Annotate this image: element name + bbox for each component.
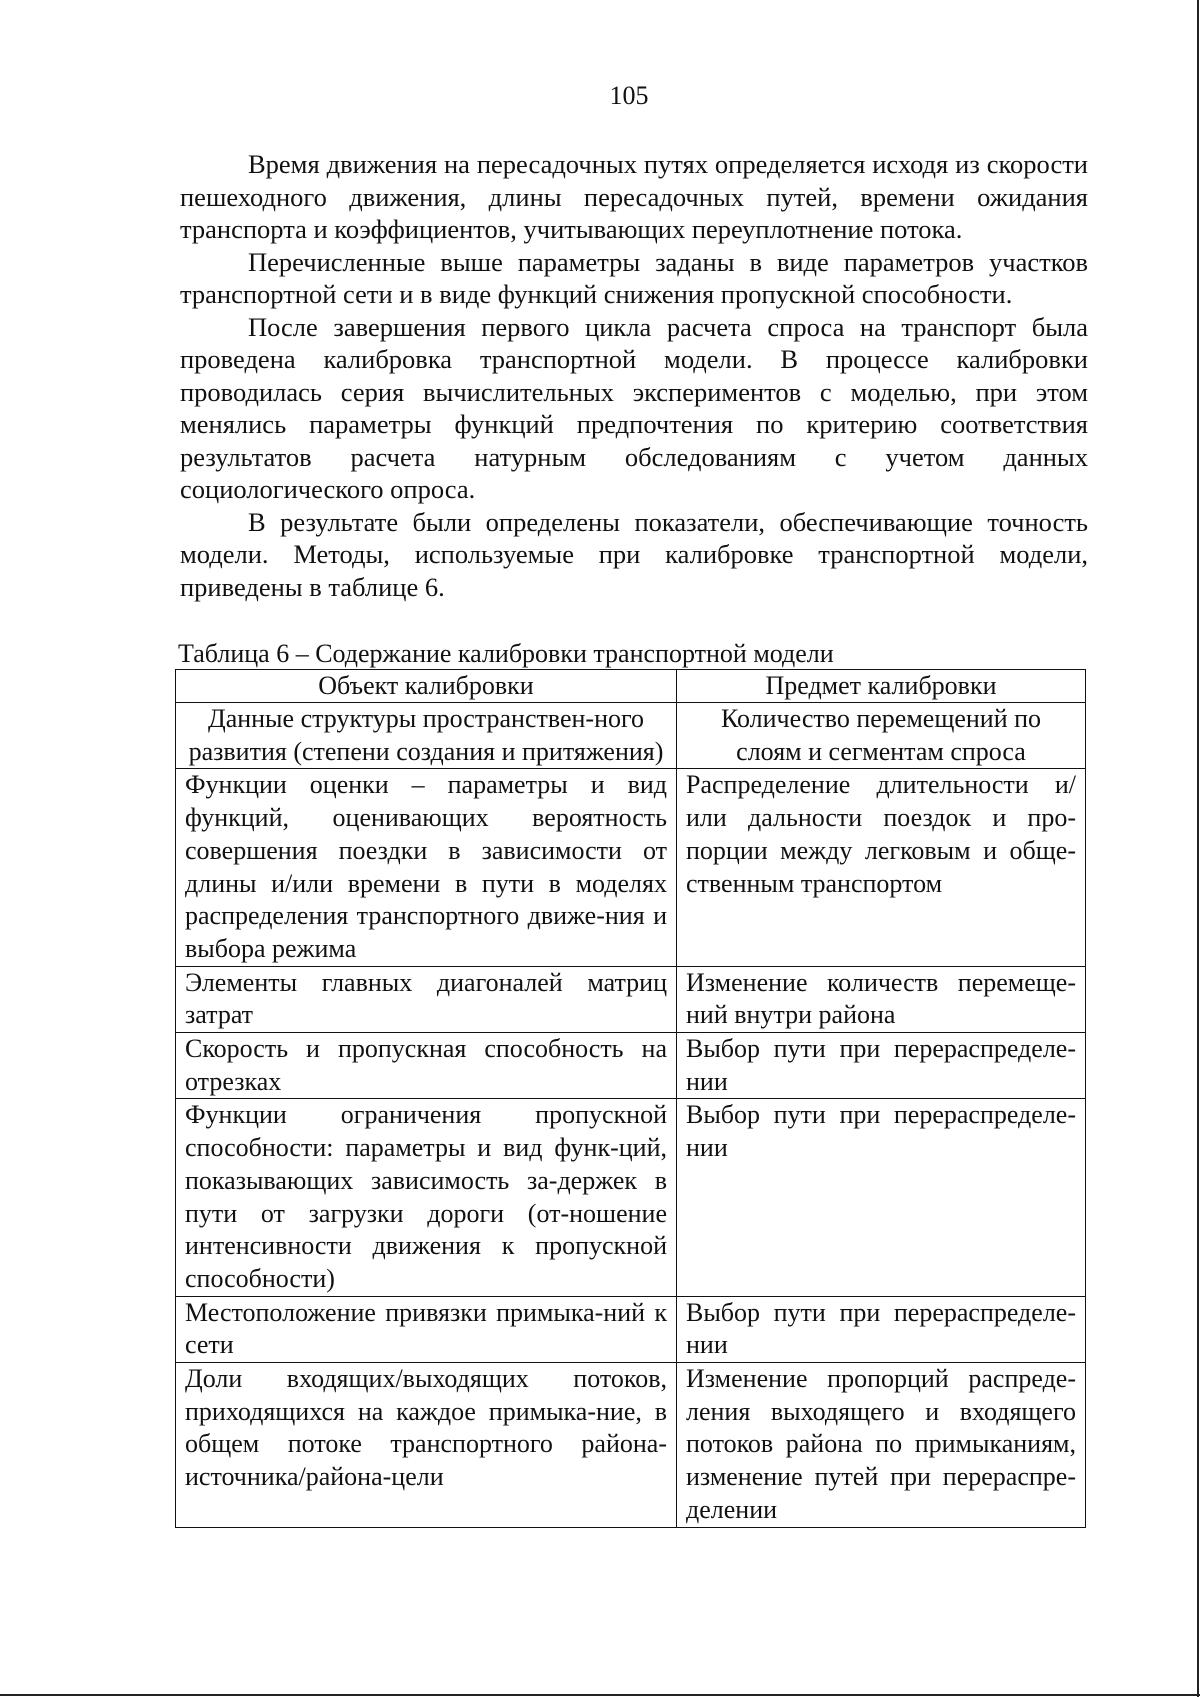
scan-edge-bottom — [0, 1694, 1200, 1696]
table-row — [176, 769, 1086, 966]
cell-subject: Изменение пропорций распреде-ления выходящего и входящего потоков района по примыканиям, изменение путей при перераспре-делении — [677, 1363, 1086, 1528]
cell-object: Данные структуры пространствен-ного развития (степени создания и притяжения) — [176, 703, 677, 769]
cell-subject: Выбор пути при перераспределе-нии — [677, 1099, 1086, 1296]
cell-object: Функции оценки – параметры и вид функций, оценивающих вероятность совершения поездки в зависимости от длины и/или времени в пути в моделях распределения транспортного движе-ния и выбора режима — [176, 769, 677, 966]
paragraph: После завершения первого цикла расчета спроса на транспорт была проведена калибровка транспортной модели. В процессе калибровки проводилась серия вычислительных экспериментов с моделью, при этом менялись параметры функций предпочтения по критерию соответствия результатов расчета натурным обследованиям с учетом данных социологического опроса. — [180, 311, 1088, 504]
cell-object: Доли входящих/выходящих потоков, приходящихся на каждое примыка-ние, в общем потоке транспортного района-источника/района-цели — [176, 1363, 677, 1528]
cell-object: Функции ограничения пропускной способности: параметры и вид функ-ций, показывающих зависимость за-держек в пути от загрузки дороги (от-ношение интенсивности движения к пропускной способности) — [176, 1099, 677, 1296]
scan-edge-right — [1197, 0, 1199, 1697]
header-object: Объект калибровки — [176, 670, 677, 703]
table-row — [176, 1099, 1086, 1296]
cell-subject: Изменение количеств перемеще-ний внутри района — [677, 966, 1086, 1032]
cell-subject: Выбор пути при перераспределе-нии — [677, 1033, 1086, 1099]
header-subject: Предмет калибровки — [677, 670, 1086, 703]
paragraph: Перечисленные выше параметры заданы в виде параметров участков транспортной сети и в виде функций снижения пропускной способности. — [180, 246, 1088, 309]
cell-subject: Выбор пути при перераспределе-нии — [677, 1296, 1086, 1362]
cell-object: Скорость и пропускная способность на отрезках — [176, 1033, 677, 1099]
paragraph: Время движения на пересадочных путях определяется исходя из скорости пешеходного движения, длины пересадочных путей, времени ожидания транспорта и коэффициентов, учитывающих переуплотнение потока. — [180, 149, 1088, 244]
page-number: 105 — [609, 81, 649, 110]
cell-subject: Количество перемещений по слоям и сегментам спроса — [677, 703, 1086, 769]
calibration-table — [175, 669, 1086, 1528]
cell-subject: Распределение длительности и/или дальности поездок и про-порции между легковым и обще-ственным транспортом — [677, 769, 1086, 966]
paragraph: В результате были определены показатели, обеспечивающие точность модели. Методы, используемые при калибровке транспортной модели, приведены в таблице 6. — [180, 506, 1088, 602]
table-row — [176, 1363, 1086, 1528]
table-row — [176, 966, 1086, 1032]
cell-object: Элементы главных диагоналей матриц затрат — [176, 966, 677, 1032]
table-row — [176, 1296, 1086, 1362]
body-text — [180, 148, 1088, 603]
cell-object: Местоположение привязки примыка-ний к сети — [176, 1296, 677, 1362]
table-row — [176, 1033, 1086, 1099]
table-header-row — [176, 670, 1086, 703]
table-row — [176, 703, 1086, 769]
table-caption: Таблица 6 – Содержание калибровки транспортной модели — [178, 639, 834, 668]
